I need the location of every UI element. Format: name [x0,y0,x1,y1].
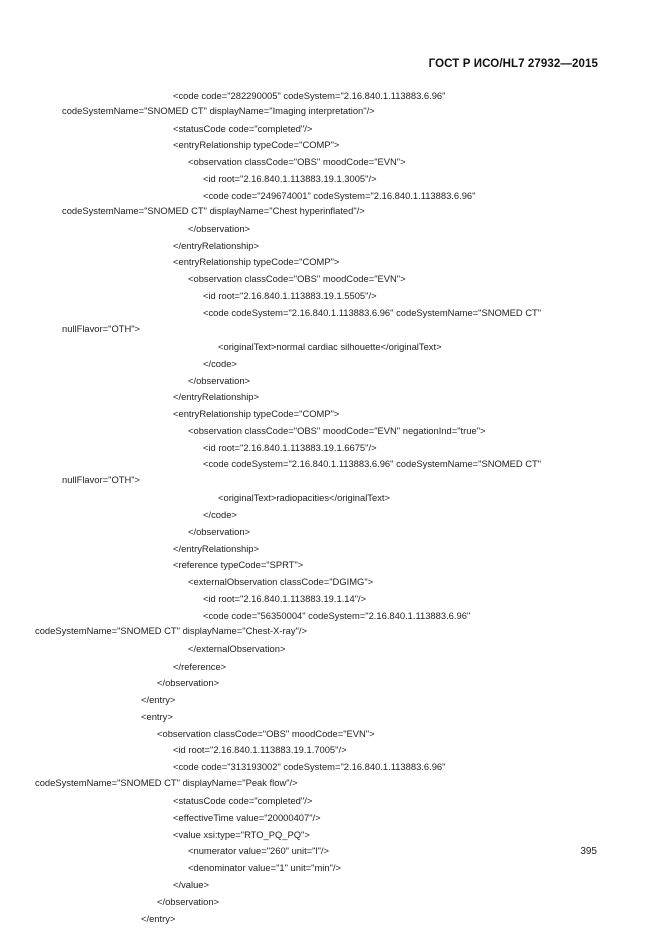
code-line: </entryRelationship> [173,391,259,402]
code-line: <code code="249674001" codeSystem="2.16.840.1.113883.6.96" [203,190,476,201]
code-line: </reference> [173,661,227,672]
code-line: <effectiveTime value="20000407"/> [173,812,321,823]
code-line: <code code="313193002" codeSystem="2.16.840.1.113883.6.96" [173,761,446,772]
code-line: <externalObservation classCode="DGIMG"> [188,576,374,587]
code-line: <code code="56350004" codeSystem="2.16.840.1.113883.6.96" [203,610,471,621]
code-line: <statusCode code="completed"/> [173,795,313,806]
code-line: <value xsi:type="RTO_PQ_PQ"> [173,829,310,840]
code-line: nullFlavor="OTH"> [62,323,141,334]
code-line: <id root="2.16.840.1.113883.19.1.6675"/> [203,442,377,453]
code-line: </value> [173,879,209,890]
code-line: <statusCode code="completed"/> [173,123,313,134]
code-line: </entry> [141,913,176,924]
code-line: <entryRelationship typeCode="COMP"> [173,139,340,150]
code-line: <id root="2.16.840.1.113883.19.1.5505"/> [203,290,377,301]
code-line: <code code="282290005" codeSystem="2.16.840.1.113883.6.96" [173,90,446,101]
code-line: </observation> [188,223,251,234]
code-line: <observation classCode="OBS" moodCode="EVN" negationInd="true"> [188,425,486,436]
code-line: </externalObservation> [188,643,286,654]
code-line: codeSystemName="SNOMED CT" displayName="Chest-X-ray"/> [35,625,307,636]
code-line: codeSystemName="SNOMED CT" displayName="Chest hyperinflated"/> [62,205,365,216]
code-line: <id root="2.16.840.1.113883.19.1.14"/> [203,593,367,604]
code-line: </code> [203,358,237,369]
code-line: </observation> [157,677,220,688]
code-line: <entry> [141,711,173,722]
code-line: </entryRelationship> [173,543,259,554]
code-line: <entryRelationship typeCode="COMP"> [173,256,340,267]
code-line: <originalText>normal cardiac silhouette</originalText> [218,341,442,352]
code-line: </entry> [141,694,176,705]
code-line: <observation classCode="OBS" moodCode="EVN"> [188,273,406,284]
code-line: <numerator value="260" unit="l"/> [188,845,330,856]
code-line: <code codeSystem="2.16.840.1.113883.6.96" codeSystemName="SNOMED CT" [203,307,542,318]
code-line: <entryRelationship typeCode="COMP"> [173,408,340,419]
code-line: </entryRelationship> [173,240,259,251]
code-line: <code codeSystem="2.16.840.1.113883.6.96" codeSystemName="SNOMED CT" [203,458,542,469]
code-line: <denominator value="1" unit="min"/> [188,862,341,873]
code-line: <observation classCode="OBS" moodCode="EVN"> [188,156,406,167]
code-line: <id root="2.16.840.1.113883.19.1.7005"/> [173,744,347,755]
code-line: nullFlavor="OTH"> [62,474,141,485]
code-line: </observation> [188,526,251,537]
code-line: </observation> [188,375,251,386]
code-line: <observation classCode="OBS" moodCode="EVN"> [157,728,375,739]
code-line: <id root="2.16.840.1.113883.19.1.3005"/> [203,173,377,184]
code-line: </code> [203,509,237,520]
code-line: </observation> [157,896,220,907]
code-line: codeSystemName="SNOMED CT" displayName="Imaging interpretation"/> [62,105,375,116]
document-standard-header: ГОСТ Р ИСО/HL7 27932—2015 [428,58,598,70]
page-number: 395 [580,846,597,857]
code-line: <originalText>radiopacities</originalText> [218,492,390,503]
code-line: codeSystemName="SNOMED CT" displayName="Peak flow"/> [35,777,298,788]
code-line: <reference typeCode="SPRT"> [173,559,304,570]
